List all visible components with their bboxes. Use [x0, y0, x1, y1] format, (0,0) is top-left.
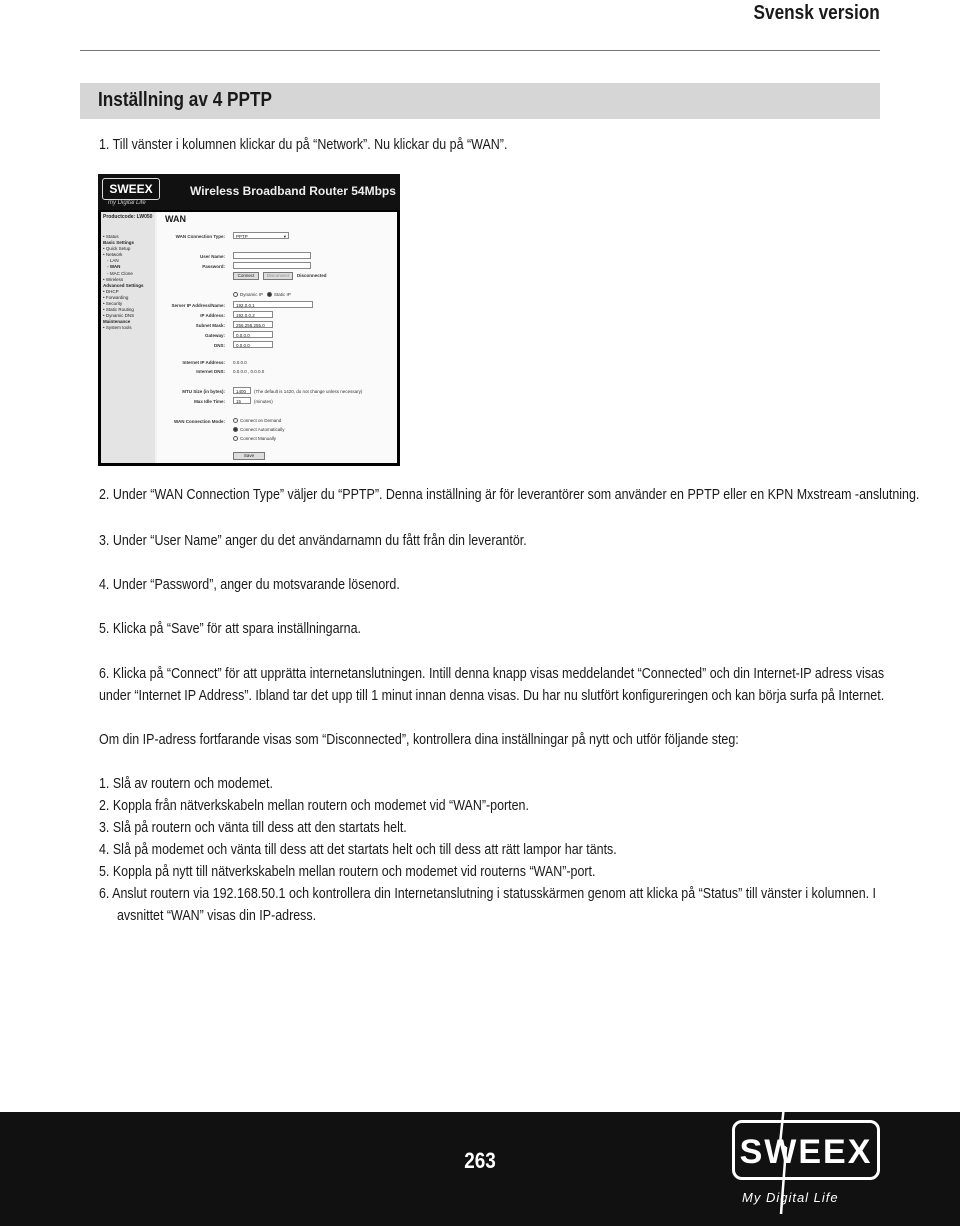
- dns-input[interactable]: 0.0.0.0: [233, 341, 273, 348]
- mtu-label: MTU Size (in bytes):: [182, 389, 225, 394]
- user-name-label: User Name:: [199, 254, 225, 259]
- page-footer: [0, 1112, 960, 1226]
- ip-address-input[interactable]: 192.0.0.2: [233, 311, 273, 318]
- mode-auto-label: Connect Automatically: [240, 427, 285, 432]
- password-input[interactable]: [233, 262, 311, 269]
- product-code: Productcode: LW050: [103, 214, 153, 220]
- step-4-text: 4. Under “Password”, anger du motsvarande lösenord.: [99, 577, 400, 593]
- internet-ip-label: Internet IP Address:: [182, 360, 225, 365]
- conn-mode-label: WAN Connection Mode:: [174, 419, 225, 424]
- nav-item-security[interactable]: • Security: [103, 301, 123, 307]
- step-6-text: 6. Klicka på “Connect” för att upprätta internetanslutningen. Intill denna knapp visas meddelandet “Connected” och din Internet-IP adress visas: [99, 666, 885, 682]
- troubleshoot-step-4: 4. Slå på modemet och vänta till dess att det startats helt och till dess att rätt lampor har tänts.: [99, 842, 617, 858]
- troubleshoot-step-5: 5. Koppla på nytt till nätverkskabeln mellan routern och modemet vid routerns “WAN”-port.: [99, 864, 596, 880]
- idle-time-label: Max Idle Time:: [194, 399, 225, 404]
- page-number: 263: [464, 1148, 496, 1173]
- nav-item-mac-clone[interactable]: ◦ MAC Clone: [107, 270, 133, 276]
- nav-item-dynamic-dns[interactable]: • Dynamic DNS: [103, 313, 135, 319]
- subnet-mask-input[interactable]: 255.255.255.0: [233, 321, 273, 328]
- dns-label: DNS:: [214, 343, 225, 348]
- internet-ip-value: 0.0.0.0: [233, 360, 247, 365]
- nav-item-lan[interactable]: ◦ LAN: [107, 258, 119, 264]
- ip-address-label: IP Address:: [200, 313, 225, 318]
- nav-group-advanced: Advanced Settings: [103, 282, 144, 288]
- router-sidebar: [101, 212, 155, 463]
- static-ip-label: Static IP: [274, 292, 291, 297]
- nav-item-wireless[interactable]: • Wireless: [103, 276, 124, 282]
- dynamic-ip-radio[interactable]: [233, 292, 238, 297]
- router-title: Wireless Broadband Router 54Mbps: [190, 184, 396, 198]
- gateway-input[interactable]: 0.0.0.0: [233, 331, 273, 338]
- internet-dns-value: 0.0.0.0 , 0.0.0.0: [233, 369, 265, 374]
- router-nav: [103, 234, 155, 332]
- nav-group-basic: Basic Settings: [103, 240, 135, 246]
- troubleshoot-step-3: 3. Slå på routern och vänta till dess att den startats helt.: [99, 820, 407, 836]
- chevron-down-icon: ▾: [283, 234, 286, 239]
- sweex-logo: SWEEX: [732, 1120, 880, 1180]
- dynamic-ip-label: Dynamic IP: [240, 292, 264, 297]
- connection-status: Disconnected: [297, 273, 327, 278]
- header-divider: [80, 50, 880, 51]
- troubleshoot-step-2: 2. Koppla från nätverkskabeln mellan routern och modemet vid “WAN”-porten.: [99, 798, 529, 814]
- user-name-input[interactable]: [233, 252, 311, 259]
- nav-item-wan[interactable]: ◦ WAN: [107, 264, 121, 270]
- step-5-text: 5. Klicka på “Save” för att spara inställningarna.: [99, 621, 362, 637]
- router-logo: SWEEX: [102, 178, 160, 200]
- mode-manual-radio[interactable]: [233, 436, 238, 441]
- idle-time-input[interactable]: 15: [233, 397, 251, 404]
- disconnected-note: Om din IP-adress fortfarande visas som “Disconnected”, kontrollera dina inställningar på nytt och utför följande steg:: [99, 732, 739, 748]
- router-logo-tagline: my Digital Life: [108, 200, 146, 206]
- mtu-input[interactable]: 1400: [233, 387, 251, 394]
- step-2-text: 2. Under “WAN Connection Type” väljer du “PPTP”. Denna inställning är för leverantörer som använder en PPTP eller en KPN Mxstream -anslutning.: [99, 487, 920, 503]
- nav-item-system-tools[interactable]: • System tools: [103, 325, 132, 331]
- router-wan-form: [157, 212, 397, 463]
- server-ip-input[interactable]: 192.0.0.1: [233, 301, 313, 308]
- router-screenshot: [98, 174, 400, 466]
- mode-auto-radio[interactable]: [233, 427, 238, 432]
- step-3-text: 3. Under “User Name” anger du det användarnamn du fått från din leverantör.: [99, 533, 527, 549]
- troubleshoot-step-1: 1. Slå av routern och modemet.: [99, 776, 273, 792]
- nav-item-quick-setup[interactable]: • Quick Setup: [103, 246, 131, 252]
- nav-item-dhcp[interactable]: • DHCP: [103, 288, 119, 294]
- troubleshoot-step-6: 6. Anslut routern via 192.168.50.1 och kontrollera din Internetanslutning i statusskärmen genom att klicka på “Status” till vänster i kolumnen. I: [99, 886, 877, 902]
- conn-type-label: WAN Connection Type:: [175, 234, 225, 239]
- password-label: Password:: [202, 264, 225, 269]
- static-ip-radio[interactable]: [267, 292, 272, 297]
- router-body: [101, 212, 397, 463]
- nav-item-network[interactable]: • Network: [103, 252, 123, 258]
- router-page-heading: WAN: [165, 214, 186, 224]
- conn-type-select[interactable]: PPTP ▾: [233, 232, 289, 239]
- nav-item-static-routing[interactable]: • Static Routing: [103, 307, 134, 313]
- internet-dns-label: Internet DNS:: [196, 369, 225, 374]
- save-button[interactable]: Save: [233, 452, 265, 460]
- router-header: [98, 174, 400, 210]
- disconnect-button[interactable]: Disconnect: [263, 272, 293, 280]
- step-6-continued: under “Internet IP Address”. Ibland tar det upp till 1 minut innan denna visas. Du har nu slutfört konfigureringen och kan börja surfa på Internet.: [99, 688, 885, 704]
- nav-item-status[interactable]: • Status: [103, 234, 119, 239]
- nav-group-maintenance: Maintenance: [103, 319, 131, 325]
- troubleshoot-step-6-continued: avsnittet “WAN” visas din IP-adress.: [117, 908, 317, 924]
- subnet-mask-label: Subnet Mask:: [195, 323, 225, 328]
- step-1-text: 1. Till vänster i kolumnen klickar du på “Network”. Nu klickar du på “WAN”.: [99, 137, 508, 153]
- nav-item-forwarding[interactable]: • Forwarding: [103, 294, 129, 300]
- logo-tagline: My Digital Life: [742, 1190, 839, 1205]
- server-ip-label: Server IP Address/Name:: [171, 303, 225, 308]
- gateway-label: Gateway:: [204, 333, 225, 338]
- connect-button[interactable]: Connect: [233, 272, 259, 280]
- mtu-hint: (The default is 1420, do not change unless necessary): [254, 389, 363, 394]
- mode-demand-radio[interactable]: [233, 418, 238, 423]
- section-header-bar: [80, 83, 880, 119]
- mode-manual-label: Connect Manually: [240, 436, 277, 441]
- idle-time-hint: (minutes): [254, 399, 273, 404]
- header-title: Svensk version: [753, 2, 880, 24]
- section-title: Inställning av 4 PPTP: [98, 89, 272, 111]
- mode-demand-label: Connect on Demand: [240, 418, 282, 423]
